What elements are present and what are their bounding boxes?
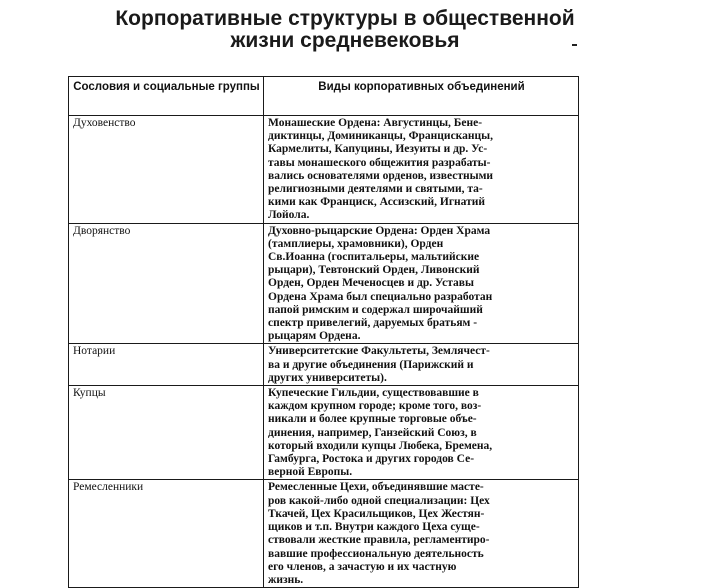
title-line-2: жизни средневековья [230,29,460,52]
corporation-text-line: других университеты). [268,371,387,384]
corporation-text-line: вались основателями орденов, известными [268,169,494,182]
corporation-text-line: тавы монашеского общежития разрабаты- [268,156,491,169]
title-dash-mark [572,44,577,46]
corporation-cell [264,480,579,588]
corporation-text-line: который входили купцы Любека, Бремена, [268,439,493,452]
corporation-text-line: ров какой-либо одной специализации: Цех [268,494,490,507]
estate-cell: Купцы [69,386,264,480]
estate-cell: Дворянство [69,223,264,344]
corporation-text-line: щиков и т.п. Внутри каждого Цеха суще- [268,521,480,534]
corporation-text-line: религиозными деятелями и святыми, та- [268,183,483,196]
corporation-text-line: Купеческие Гильдии, существовавшие в [268,387,479,400]
table-row [69,223,579,344]
corporation-text-line: Лойола. [268,209,310,222]
corporation-text-line: вавшие профессиональную деятельность [268,547,484,560]
corporation-text-line: Ордена Храма был специально разработан [268,290,493,303]
corporation-text-line: динения, например, Ганзейский Союз, в [268,426,477,439]
corporation-text-line: Ремесленные Цехи, объединявшие масте- [268,481,484,494]
header-corporations: Виды корпоративных объединений [264,77,579,116]
table-row [69,480,579,588]
estate-cell: Нотарии [69,344,264,386]
corporation-text-line: Кармелиты, Капуцины, Иезуиты и др. Ус- [268,143,488,156]
corporation-text-line: Св.Иоанна (госпитальеры, мальтийские [268,251,480,264]
corporation-text-line: ствовали жесткие правила, регламентиро- [268,534,490,547]
corporation-cell [264,116,579,224]
corporation-cell [264,386,579,480]
header-estates: Сословия и социальные группы [69,77,264,116]
corporation-text-line: Университетские Факультеты, Землячест- [268,345,490,358]
table-row [69,116,579,224]
corporation-text-line: никали и более крупные торговые объе- [268,413,477,426]
corporation-cell [264,344,579,386]
corporation-text-line: Духовно-рыцарские Ордена: Орден Храма [268,224,491,237]
corporation-text-line: Монашеские Ордена: Августинцы, Бене- [268,117,483,129]
corporation-text-line: папой римским и содержал широчайший [268,303,483,316]
corporation-text-line: спектр привелегий, даруемых братьям - [268,317,478,330]
corporation-text-line: жизнь. [268,573,304,586]
corporation-text-line: кими как Франциск, Ассизский, Игнатий [268,196,486,209]
corporation-text-line: рыцарям Ордена. [268,330,361,343]
page-title [95,8,595,52]
table-header-row [69,77,579,116]
estate-cell: Ремесленники [69,480,264,588]
estate-cell: Духовенство [69,116,264,224]
corporation-text-line: ва и другие объединения (Парижский и [268,358,474,371]
corporation-text-line: его членов, а зачастую и их частную [268,560,457,573]
corporation-text-line: (тамплиеры, храмовники), Орден [268,237,444,250]
corporation-text-line: Ткачей, Цех Красильщиков, Цех Жестян- [268,507,485,520]
table-row [69,344,579,386]
corporation-text-line: рыцари), Тевтонский Орден, Ливонский [268,264,480,277]
title-line-1: Корпоративные структуры в общественной [115,7,575,30]
corporation-text-line: каждом крупном городе; кроме того, воз- [268,400,482,413]
corporation-text-line: Орден, Орден Меченосцев и др. Уставы [268,277,475,290]
corporation-text-line: верной Европы. [268,466,353,479]
table-row [69,386,579,480]
corporation-text-line: диктинцы, Доминиканцы, Францисканцы, [268,130,493,143]
corporate-structures-table [68,76,579,588]
corporation-cell [264,223,579,344]
corporation-text-line: Гамбурга, Ростока и других городов Се- [268,453,475,466]
